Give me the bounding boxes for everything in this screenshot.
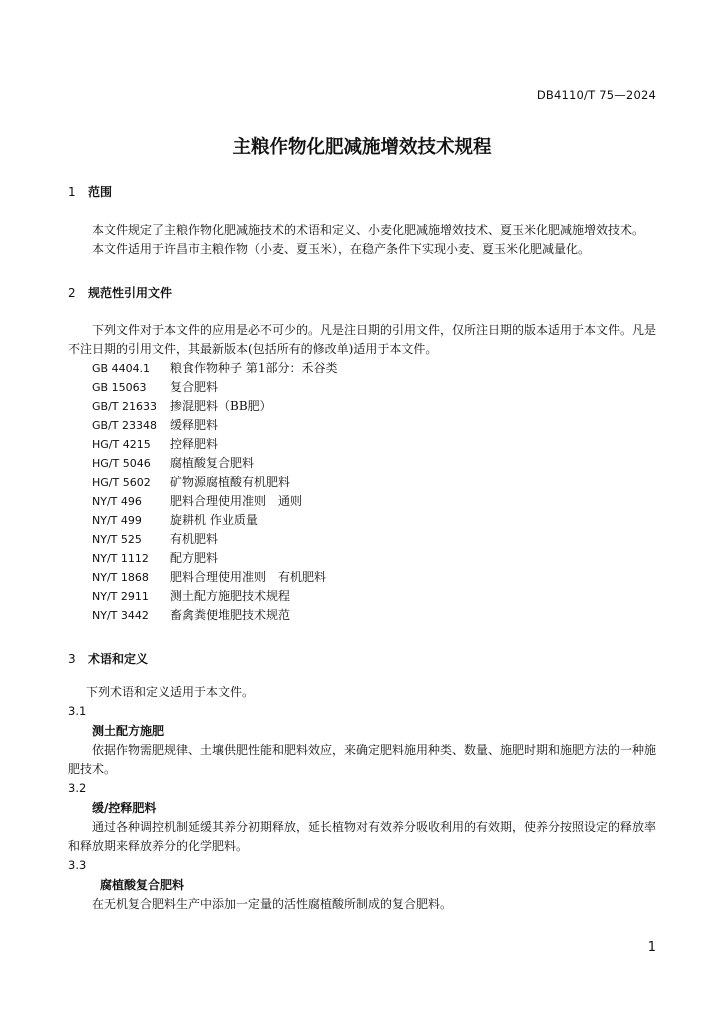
- reference-code: GB/T 23348: [92, 419, 157, 432]
- document-body: [68, 182, 656, 914]
- reference-code: HG/T 5602: [92, 476, 151, 489]
- reference-item: [92, 416, 656, 435]
- section-heading-terms: [68, 649, 656, 669]
- reference-name: 控释肥料: [170, 437, 219, 451]
- document-title: 主粮作物化肥减施增效技术规程: [232, 137, 492, 158]
- section-heading-scope: [68, 182, 656, 202]
- term-number: 3.2: [68, 781, 87, 795]
- reference-item: [92, 606, 656, 625]
- paragraph: 下列文件对于本文件的应用是必不可少的。凡是注日期的引用文件，仅所注日期的版本适用于本文件。凡是不注日期的引用文件，其最新版本(包括所有的修改单)适用于本文件。: [68, 323, 657, 356]
- reference-item: [92, 397, 656, 416]
- paragraph: 下列术语和定义适用于本文件。: [86, 685, 255, 699]
- reference-name: 肥料合理使用准则 通则: [170, 494, 303, 508]
- term-definition: 依据作物需肥规律、土壤供肥性能和肥料效应，来确定肥料施用种类、数量、施肥时期和施肥方法的一种施肥技术。: [68, 743, 657, 776]
- reference-item: [92, 568, 656, 587]
- reference-code: NY/T 525: [92, 533, 142, 546]
- reference-code: GB 4404.1: [92, 362, 151, 375]
- section-number: 2: [68, 286, 76, 300]
- reference-list: [92, 359, 656, 625]
- term-number: 3.1: [68, 704, 87, 718]
- reference-code: NY/T 496: [92, 495, 142, 508]
- paragraph: 本文件适用于许昌市主粮作物（小麦、夏玉米），在稳产条件下实现小麦、夏玉米化肥减量化。: [92, 242, 591, 256]
- page-number: 1: [647, 940, 656, 955]
- reference-name: 畜禽粪便堆肥技术规范: [170, 608, 291, 622]
- reference-name: 旋耕机 作业质量: [170, 513, 258, 527]
- section-title: 术语和定义: [88, 652, 149, 666]
- reference-name: 复合肥料: [170, 380, 219, 394]
- reference-code: HG/T 4215: [92, 438, 151, 451]
- reference-item: [92, 473, 656, 492]
- reference-name: 缓释肥料: [170, 418, 219, 432]
- reference-item: [92, 454, 656, 473]
- term-definition: 通过各种调控机制延缓其养分初期释放，延长植物对有效养分吸收利用的有效期，使养分按照设定的释放率和释放期来释放养分的化学肥料。: [68, 820, 657, 853]
- reference-name: 矿物源腐植酸有机肥料: [170, 475, 291, 489]
- section-number: 1: [68, 185, 76, 199]
- standard-code: DB4110/T 75—2024: [536, 88, 656, 102]
- reference-item: [92, 378, 656, 397]
- reference-name: 配方肥料: [170, 551, 219, 565]
- reference-code: NY/T 1868: [92, 571, 149, 584]
- reference-code: HG/T 5046: [92, 457, 151, 470]
- reference-item: [92, 359, 656, 378]
- reference-item: [92, 435, 656, 454]
- reference-item: [92, 530, 656, 549]
- paragraph: 本文件规定了主粮作物化肥减施技术的术语和定义、小麦化肥减施增效技术、夏玉米化肥减施增效技术。: [92, 223, 645, 237]
- reference-code: NY/T 3442: [92, 609, 149, 622]
- term-number: 3.3: [68, 858, 87, 872]
- reference-item: [92, 549, 656, 568]
- term-name: 测土配方施肥: [92, 724, 165, 738]
- reference-name: 测土配方施肥技术规程: [170, 589, 291, 603]
- section-title: 范围: [88, 185, 113, 199]
- term-name: 腐植酸复合肥料: [100, 878, 185, 892]
- reference-code: NY/T 499: [92, 514, 142, 527]
- reference-name: 腐植酸复合肥料: [170, 456, 255, 470]
- reference-code: GB/T 21633: [92, 400, 157, 413]
- reference-code: GB 15063: [92, 381, 147, 394]
- reference-code: NY/T 1112: [92, 552, 149, 565]
- reference-code: NY/T 2911: [92, 590, 149, 603]
- reference-item: [92, 511, 656, 530]
- reference-item: [92, 492, 656, 511]
- term-definition: 在无机复合肥料生产中添加一定量的活性腐植酸所制成的复合肥料。: [92, 897, 453, 911]
- section-number: 3: [68, 652, 76, 666]
- section-heading-normative-references: [68, 283, 656, 303]
- section-title: 规范性引用文件: [88, 286, 173, 300]
- reference-name: 粮食作物种子 第1部分：禾谷类: [170, 361, 338, 375]
- reference-name: 掺混肥料（BB肥）: [170, 399, 272, 413]
- reference-item: [92, 587, 656, 606]
- reference-name: 肥料合理使用准则 有机肥料: [170, 570, 327, 584]
- reference-name: 有机肥料: [170, 532, 219, 546]
- term-name: 缓/控释肥料: [92, 801, 157, 815]
